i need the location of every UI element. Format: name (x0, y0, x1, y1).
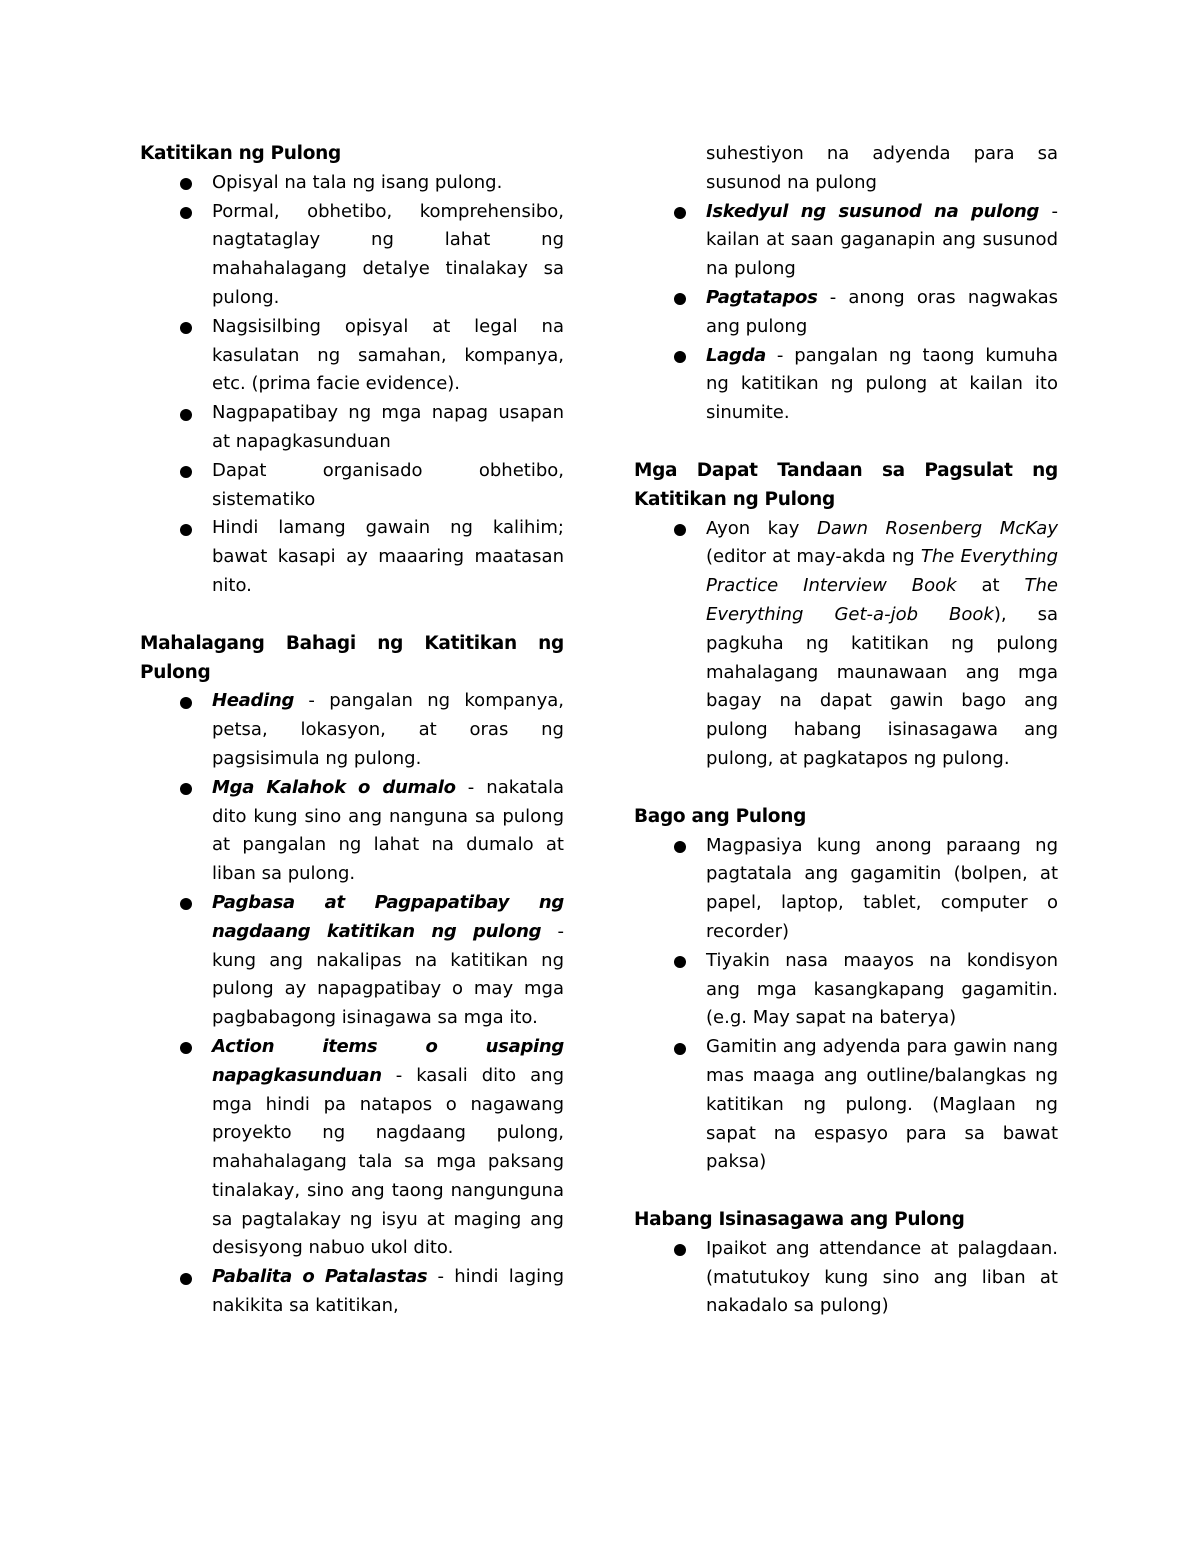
term-heading: Heading (212, 690, 295, 712)
term-kalahok: Mga Kalahok o dumalo (212, 776, 456, 798)
list-item (140, 687, 564, 773)
list-item (140, 399, 564, 457)
list-item (634, 1235, 1058, 1321)
list-item-text: Nagpapatibay ng mga napag usapan at napagkasunduan (212, 402, 564, 452)
list-item (140, 198, 564, 313)
list-item (140, 1263, 564, 1321)
book-title: The Everything Practice Interview Book (706, 546, 1059, 597)
text-segment: ), sa pagkuha ng katitikan ng pulong mahalagang maunawaan ang mga bagay na dapat gawin bago ang pulong habang isinasagawa ang pulong, at pagkatapos ng pulong. (706, 603, 1058, 769)
list-item (140, 774, 564, 889)
list-item-text: Dapat organisado obhetibo, sistematiko (212, 459, 564, 510)
list-item (140, 1033, 564, 1263)
list-item (634, 198, 1058, 284)
bullet-icon (180, 783, 192, 795)
list-item-text: Hindi lamang gawain ng kalihim; bawat kasapi ay maaaring maatasan nito. (212, 517, 564, 596)
list-item (634, 284, 1058, 342)
bullet-list-bago (634, 832, 1058, 1178)
term-pagbasa: Pagbasa at Pagpapatibay ng nagdaang katitikan ng pulong (212, 891, 564, 942)
term-pagtatapos: Pagtatapos (706, 286, 818, 308)
term-action-items: Action items o usaping napagkasunduan (212, 1035, 564, 1086)
author-name: Dawn Rosenberg McKay (816, 517, 1058, 539)
list-item-text: Gamitin ang adyenda para gawin nang mas maaga ang outline/balangkas ng katitikan ng pulong. (Maglaan ng sapat na espasyo para sa bawat paksa) (706, 1036, 1058, 1173)
bullet-icon (674, 841, 686, 853)
left-column (140, 140, 564, 1321)
list-item (634, 1033, 1058, 1177)
term-iskedyul: Iskedyul ng susunod na pulong (706, 200, 1040, 222)
list-item (634, 947, 1058, 1033)
bullet-icon (180, 898, 192, 910)
term-description: - kasali dito ang mga hindi pa natapos o nagawang proyekto ng nagdaang pulong, mahahalagang tala sa mga paksang tinalakay, sino ang taong nangunguna sa pagtalakay ng isyu at maging ang desisyong nabuo ukol dito. (212, 1064, 564, 1259)
bullet-list-dapat-tandaan (634, 515, 1058, 774)
section-heading-dapat-tandaan: Mga Dapat Tandaan sa Pagsulat ng Katitikan ng Pulong (634, 459, 1058, 510)
term-description: - hindi laging nakikita sa katitikan, (212, 1266, 564, 1317)
bullet-list-katitikan (140, 169, 564, 601)
term-description: - pangalan ng kompanya, petsa, lokasyon, at oras ng pagsisimula ng pulong. (212, 690, 564, 769)
text-segment: (editor at may-akda ng (706, 546, 921, 568)
bullet-icon (674, 351, 686, 363)
list-item-text: Nagsisilbing opisyal at legal na kasulatan ng samahan, kompanya, etc. (prima facie evidence). (212, 315, 564, 395)
bullet-icon (180, 524, 192, 536)
list-item-text: Ipaikot ang attendance at palagdaan. (matutukoy kung sino ang liban at nakadalo sa pulong) (706, 1237, 1058, 1317)
bullet-list-bahagi-continued (634, 198, 1058, 428)
term-description: - anong oras nagwakas ang pulong (706, 286, 1058, 337)
term-description: - kailan at saan gaganapin ang susunod na pulong (706, 200, 1059, 280)
list-item-text: Magpasiya kung anong paraang ng pagtatala ang gagamitin (bolpen, at papel, laptop, tablet, computer o recorder) (706, 834, 1058, 942)
list-item-text: Opisyal na tala ng isang pulong. (212, 171, 503, 193)
list-item (634, 832, 1058, 947)
bullet-icon (180, 1042, 192, 1054)
bullet-icon (674, 207, 686, 219)
list-item (140, 313, 564, 399)
bullet-icon (180, 466, 192, 478)
section-heading-habang-isinasagawa: Habang Isinasagawa ang Pulong (634, 1209, 965, 1231)
bullet-icon (674, 1043, 686, 1055)
bullet-icon (180, 409, 192, 421)
list-item (634, 342, 1058, 428)
bullet-list-habang (634, 1235, 1058, 1321)
list-item (140, 514, 564, 600)
right-column (634, 140, 1058, 1321)
bullet-icon (674, 1244, 686, 1256)
term-description: - kung ang nakalipas na katitikan ng pulong ay napagpatibay o may mga pagbabagong isinagawa sa mga ito. (212, 920, 564, 1029)
bullet-icon (674, 293, 686, 305)
bullet-icon (180, 697, 192, 709)
list-item (140, 889, 564, 1033)
term-description: - pangalan ng taong kumuha ng katitikan ng pulong at kailan ito sinumite. (706, 344, 1058, 424)
bullet-icon (180, 207, 192, 219)
list-item-text: Pormal, obhetibo, komprehensibo, nagtataglay ng lahat ng mahahalagang detalye tinalakay sa pulong. (212, 200, 564, 308)
continued-text: suhestiyon na adyenda para sa susunod na pulong (706, 143, 1058, 193)
bullet-icon (180, 322, 192, 334)
list-item (140, 457, 564, 515)
list-item (634, 515, 1058, 774)
term-description: - nakatala dito kung sino ang nanguna sa pulong at pangalan ng lahat na dumalo at liban sa pulong. (212, 776, 565, 885)
section-heading-bago-ang-pulong: Bago ang Pulong (634, 805, 807, 827)
bullet-icon (180, 178, 192, 190)
section-heading-mahalagang-bahagi: Mahalagang Bahagi ng Katitikan ng Pulong (140, 632, 564, 683)
term-pabalita: Pabalita o Patalastas (212, 1266, 428, 1288)
text-segment: at (956, 575, 1025, 597)
list-item-text: Tiyakin nasa maayos na kondisyon ang mga kasangkapang gagamitin. (e.g. May sapat na baterya) (706, 949, 1058, 1029)
term-lagda: Lagda (706, 344, 767, 366)
bullet-icon (674, 956, 686, 968)
bullet-list-bahagi (140, 687, 564, 1321)
list-item (140, 169, 564, 198)
bullet-icon (180, 1273, 192, 1285)
section-heading-katitikan: Katitikan ng Pulong (140, 143, 341, 164)
book-title: The Everything Get-a-job Book (706, 575, 1059, 625)
text-segment: Ayon kay (706, 517, 817, 539)
bullet-icon (674, 524, 686, 536)
